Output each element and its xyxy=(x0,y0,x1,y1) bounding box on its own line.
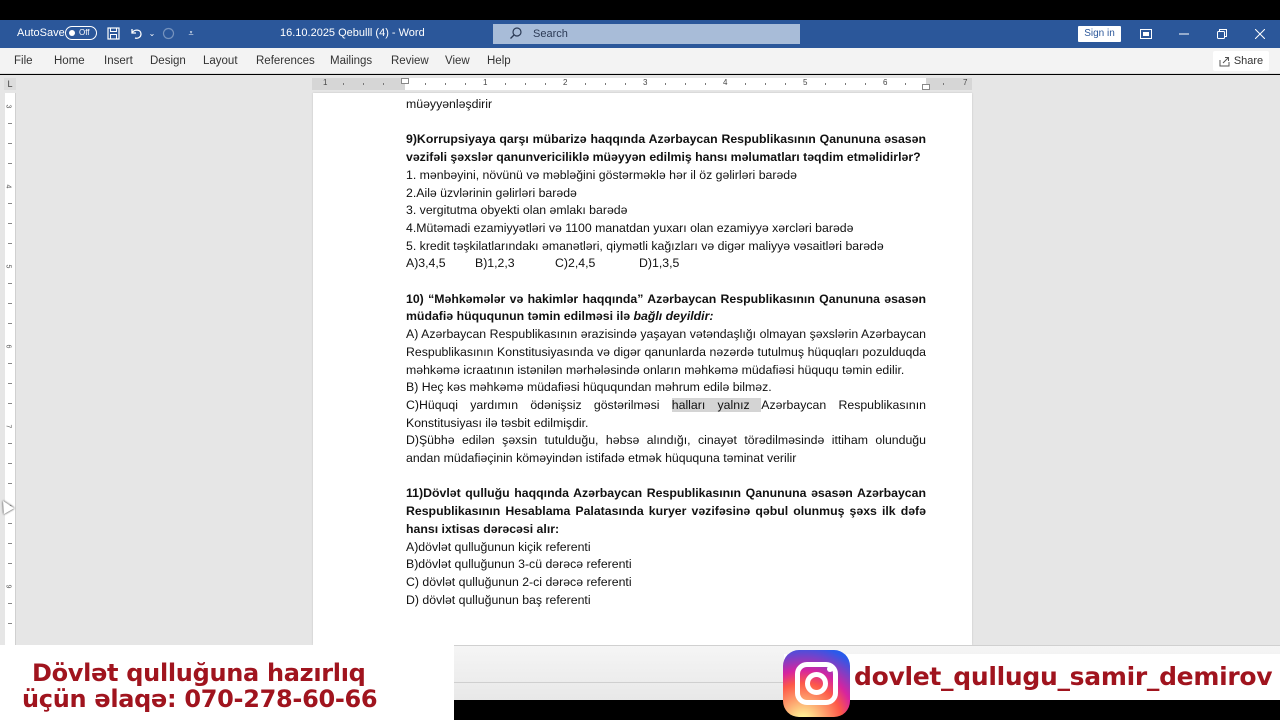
question-11-option: D) dövlət qulluğunun baş referenti xyxy=(406,592,591,607)
right-indent-marker[interactable] xyxy=(922,84,930,90)
search-placeholder: Search xyxy=(533,28,568,40)
selected-text-highlight[interactable]: halları yalnız xyxy=(671,397,762,412)
tab-selector[interactable]: L xyxy=(4,78,16,90)
promo-banner xyxy=(0,645,454,720)
ruler-number: 3 xyxy=(4,104,12,109)
tab-references[interactable]: References xyxy=(256,55,315,67)
tab-layout[interactable]: Layout xyxy=(203,55,238,67)
tab-review[interactable]: Review xyxy=(391,55,429,67)
tab-design[interactable]: Design xyxy=(150,55,186,67)
sign-in-button[interactable]: Sign in xyxy=(1078,26,1121,42)
question-10-option-c xyxy=(406,397,926,432)
ruler-number: 8 xyxy=(4,504,12,509)
save-icon[interactable] xyxy=(105,25,121,41)
autosave-label: AutoSave xyxy=(17,27,65,39)
ruler-number: 1 xyxy=(483,78,488,87)
ruler-number: 6 xyxy=(4,344,12,349)
question-11-option: B)dövlət qulluğunun 3-cü dərəcə referenti xyxy=(406,557,632,572)
tab-insert[interactable]: Insert xyxy=(104,55,133,67)
question-10-title-emphasis: bağlı deyildir: xyxy=(633,309,714,324)
tab-mailings[interactable]: Mailings xyxy=(330,55,373,67)
ruler-number: 7 xyxy=(4,424,12,429)
answer-option: B)1,2,3 xyxy=(475,256,515,271)
tab-help[interactable]: Help xyxy=(487,55,511,67)
tab-home[interactable]: Home xyxy=(54,55,85,67)
ribbon-tabs xyxy=(0,48,1280,74)
search-icon xyxy=(509,26,523,40)
undo-dropdown-icon[interactable]: ⌄ xyxy=(148,28,156,38)
ruler-number: 2 xyxy=(563,78,568,87)
horizontal-ruler[interactable] xyxy=(312,78,972,90)
question-9-item: 1. mənbəyini, növünü və məbləğini göstərməklə hər il öz gəlirləri barədə xyxy=(406,167,797,182)
question-9-item: 2.Ailə üzvlərinin gəlirləri barədə xyxy=(406,185,577,200)
document-workspace xyxy=(0,75,1280,645)
video-letterbox-top xyxy=(0,0,1280,20)
ruler-number: 1 xyxy=(323,78,328,87)
instagram-banner xyxy=(784,654,1280,700)
restore-icon[interactable] xyxy=(1212,24,1232,44)
question-9-item: 5. kredit təşkilatlarındakı əmanətləri, qiymətli kağızları və digər maliyyə vəsaitləri barədə xyxy=(406,238,884,253)
answer-option: C)2,4,5 xyxy=(555,256,596,271)
option-c-text: Azərbaycan Respublikasının Konstitusiyası ilə təsbit edilmişdir. xyxy=(406,397,926,430)
ruler-number: 5 xyxy=(803,78,808,87)
instagram-icon xyxy=(783,650,850,717)
promo-line-2: üçün əlaqə: 070-278-60-66 xyxy=(22,685,378,713)
option-c-text: C)Hüquqi yardımın ödənişsiz göstərilməsi xyxy=(406,397,672,412)
share-button[interactable] xyxy=(1213,51,1269,71)
promo-line-1: Dövlət qulluğuna hazırlıq xyxy=(32,659,366,687)
question-10-option-d: D)Şübhə edilən şəxsin tutulduğu, həbsə alındığı, cinayət törədilməsində ittiham olunduğu andan müdafiəçinin köməyindən istifadə etmək hüququna təminat verilir xyxy=(406,433,926,466)
share-icon xyxy=(1219,56,1230,67)
redo-icon[interactable] xyxy=(160,25,176,41)
title-bar xyxy=(0,20,1280,48)
ruler-number: 4 xyxy=(723,78,728,87)
question-11-option: C) dövlət qulluğunun 2-ci dərəcə referenti xyxy=(406,574,632,589)
vertical-ruler[interactable] xyxy=(5,93,16,645)
answer-option: A)3,4,5 xyxy=(406,256,446,271)
share-label: Share xyxy=(1233,55,1264,67)
close-icon[interactable] xyxy=(1250,24,1270,44)
search-box[interactable] xyxy=(493,24,800,44)
question-9-title: 9)Korrupsiyaya qarşı mübarizə haqqında Azərbaycan Respublikasının Qanununa əsasən vəzifəli şəxslər qanunvericiliklə müəyyən edilmiş hansı məlumatları təqdim etməlidirlər? xyxy=(406,132,926,165)
ruler-number: 3 xyxy=(643,78,648,87)
ribbon-display-icon[interactable] xyxy=(1136,24,1156,44)
tab-file[interactable]: File xyxy=(14,55,33,67)
document-title: 16.10.2025 Qebulll (4) - Word xyxy=(280,27,425,39)
instagram-handle: dovlet_qullugu_samir_demirov xyxy=(854,662,1273,691)
question-10-title-text: 10) “Məhkəmələr və hakimlər haqqında” Azərbaycan Respublikasının Qanununa əsasən müdafiə hüququnun təmin edilməsi ilə xyxy=(406,291,926,324)
question-11-title: 11)Dövlət qulluğu haqqında Azərbaycan Respublikasının Qanununa əsasən Azərbaycan Respublikasının Hesablama Palatasında kuryer vəzifəsinə qəbul olunmuş şəxs ilk dəfə hansı ixtisas dərəcəsi alır: xyxy=(406,486,926,536)
answer-option: D)1,3,5 xyxy=(639,256,680,271)
ruler-number: 4 xyxy=(4,184,12,189)
question-9-item: 4.Mütəmadi ezamiyyətləri və 1100 manatdan yuxarı olan ezamiyyə xərcləri barədə xyxy=(406,220,854,235)
first-line-indent-marker[interactable] xyxy=(401,78,409,84)
question-9-answers xyxy=(406,255,926,273)
ruler-number: 5 xyxy=(4,264,12,269)
customize-qat-icon[interactable]: ⩡ xyxy=(188,27,194,38)
document-body[interactable] xyxy=(406,96,926,609)
minimize-icon[interactable] xyxy=(1174,24,1194,44)
document-page[interactable] xyxy=(313,93,972,645)
previous-question-tail: müəyyənləşdirir xyxy=(406,97,493,111)
undo-icon[interactable] xyxy=(128,25,144,41)
ruler-number: 6 xyxy=(883,78,888,87)
question-10-title xyxy=(406,291,926,326)
question-9-item: 3. vergitutma obyekti olan əmlakı barədə xyxy=(406,203,628,218)
question-11-option: A)dövlət qulluğunun kiçik referenti xyxy=(406,539,591,554)
question-10-option-a: A) Azərbaycan Respublikasının ərazisində yaşayan vətəndaşlığı olmayan şəxslərin Azərbaycan Respublikasının Konstitusiyasında və digər qanunlarda nəzərdə tutulmuş hüquqları pozulduqda məhkəmə icraatının istənilən mərhələsində onların məhkəmə müdafiəsi hüququ təmin edilir. xyxy=(406,327,926,377)
autosave-toggle[interactable]: Off xyxy=(65,26,97,40)
question-10-option-b: B) Heç kəs məhkəmə müdafiəsi hüququndan məhrum edilə bilməz. xyxy=(406,380,772,395)
ruler-number: 7 xyxy=(963,78,968,87)
tab-view[interactable]: View xyxy=(445,55,470,67)
ruler-number: 9 xyxy=(4,584,12,589)
